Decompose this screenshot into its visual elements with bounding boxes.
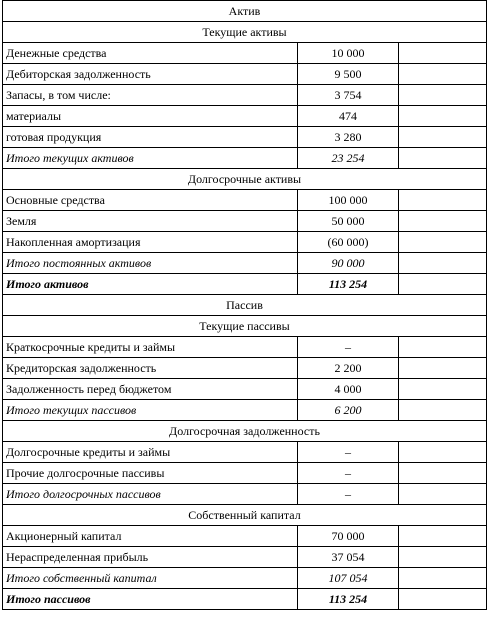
section-long-term-assets: Долгосрочные активы: [3, 169, 487, 190]
table-row: [3, 589, 487, 610]
row-value-total-liabilities: 113 254: [298, 589, 399, 610]
table-row: [3, 274, 487, 295]
section-header-row: [3, 1, 487, 22]
row-label-short-term-loans: Краткосрочные кредиты и займы: [3, 337, 298, 358]
table-row: [3, 463, 487, 484]
row-label-total-equity: Итого собственный капитал: [3, 568, 298, 589]
empty-cell: [399, 253, 487, 274]
empty-cell: [399, 526, 487, 547]
row-value-receivables: 9 500: [298, 64, 399, 85]
section-header-row: [3, 169, 487, 190]
row-label-materials: материалы: [3, 106, 298, 127]
empty-cell: [399, 127, 487, 148]
empty-cell: [399, 589, 487, 610]
row-value-share-capital: 70 000: [298, 526, 399, 547]
row-value-total-current-liabilities: 6 200: [298, 400, 399, 421]
row-label-accum-depreciation: Накопленная амортизация: [3, 232, 298, 253]
row-value-finished-goods: 3 280: [298, 127, 399, 148]
section-liabilities: Пассив: [3, 295, 487, 316]
table-row: [3, 379, 487, 400]
row-value-short-term-loans: –: [298, 337, 399, 358]
row-label-retained-earnings: Нераспределенная прибыль: [3, 547, 298, 568]
row-value-total-assets: 113 254: [298, 274, 399, 295]
row-label-inventory: Запасы, в том числе:: [3, 85, 298, 106]
row-label-payables: Кредиторская задолженность: [3, 358, 298, 379]
section-current-assets: Текущие активы: [3, 22, 487, 43]
row-value-inventory: 3 754: [298, 85, 399, 106]
row-value-land: 50 000: [298, 211, 399, 232]
row-label-land: Земля: [3, 211, 298, 232]
row-label-total-liabilities: Итого пассивов: [3, 589, 298, 610]
section-header-row: [3, 421, 487, 442]
row-value-materials: 474: [298, 106, 399, 127]
table-row: [3, 64, 487, 85]
empty-cell: [399, 232, 487, 253]
table-row: [3, 526, 487, 547]
table-row: [3, 484, 487, 505]
empty-cell: [399, 148, 487, 169]
section-long-term-debt: Долгосрочная задолженность: [3, 421, 487, 442]
table-row: [3, 358, 487, 379]
empty-cell: [399, 211, 487, 232]
row-label-total-current-liabilities: Итого текущих пассивов: [3, 400, 298, 421]
table-row: [3, 253, 487, 274]
empty-cell: [399, 274, 487, 295]
table-row: [3, 148, 487, 169]
row-value-retained-earnings: 37 054: [298, 547, 399, 568]
row-value-fixed-assets: 100 000: [298, 190, 399, 211]
row-value-other-long-term: –: [298, 463, 399, 484]
table-row: [3, 43, 487, 64]
empty-cell: [399, 358, 487, 379]
balance-sheet: [2, 0, 486, 610]
row-value-long-term-loans: –: [298, 442, 399, 463]
empty-cell: [399, 85, 487, 106]
section-equity: Собственный капитал: [3, 505, 487, 526]
empty-cell: [399, 337, 487, 358]
row-value-total-current-assets: 23 254: [298, 148, 399, 169]
row-label-total-current-assets: Итого текущих активов: [3, 148, 298, 169]
empty-cell: [399, 106, 487, 127]
row-value-payables: 2 200: [298, 358, 399, 379]
row-label-budget-debt: Задолженность перед бюджетом: [3, 379, 298, 400]
empty-cell: [399, 568, 487, 589]
row-label-share-capital: Акционерный капитал: [3, 526, 298, 547]
table-row: [3, 442, 487, 463]
row-value-total-long-term: –: [298, 484, 399, 505]
row-label-fixed-assets: Основные средства: [3, 190, 298, 211]
section-header-row: [3, 316, 487, 337]
row-label-finished-goods: готовая продукция: [3, 127, 298, 148]
section-assets: Актив: [3, 1, 487, 22]
table-row: [3, 127, 487, 148]
section-header-row: [3, 295, 487, 316]
balance-table: [2, 0, 487, 610]
empty-cell: [399, 190, 487, 211]
table-row: [3, 106, 487, 127]
table-row: [3, 400, 487, 421]
empty-cell: [399, 484, 487, 505]
section-header-row: [3, 505, 487, 526]
row-label-receivables: Дебиторская задолженность: [3, 64, 298, 85]
empty-cell: [399, 400, 487, 421]
empty-cell: [399, 43, 487, 64]
row-value-budget-debt: 4 000: [298, 379, 399, 400]
row-label-other-long-term: Прочие долгосрочные пассивы: [3, 463, 298, 484]
row-value-cash: 10 000: [298, 43, 399, 64]
empty-cell: [399, 463, 487, 484]
row-label-long-term-loans: Долгосрочные кредиты и займы: [3, 442, 298, 463]
table-row: [3, 211, 487, 232]
table-row: [3, 337, 487, 358]
section-header-row: [3, 22, 487, 43]
row-value-total-equity: 107 054: [298, 568, 399, 589]
row-label-total-long-term: Итого долгосрочных пассивов: [3, 484, 298, 505]
table-row: [3, 568, 487, 589]
empty-cell: [399, 64, 487, 85]
table-row: [3, 547, 487, 568]
row-label-total-assets: Итого активов: [3, 274, 298, 295]
empty-cell: [399, 442, 487, 463]
table-row: [3, 232, 487, 253]
empty-cell: [399, 547, 487, 568]
row-value-accum-depreciation: (60 000): [298, 232, 399, 253]
row-value-total-fixed-assets: 90 000: [298, 253, 399, 274]
table-row: [3, 190, 487, 211]
row-label-total-fixed-assets: Итого постоянных активов: [3, 253, 298, 274]
table-row: [3, 85, 487, 106]
empty-cell: [399, 379, 487, 400]
row-label-cash: Денежные средства: [3, 43, 298, 64]
section-current-liabilities: Текущие пассивы: [3, 316, 487, 337]
